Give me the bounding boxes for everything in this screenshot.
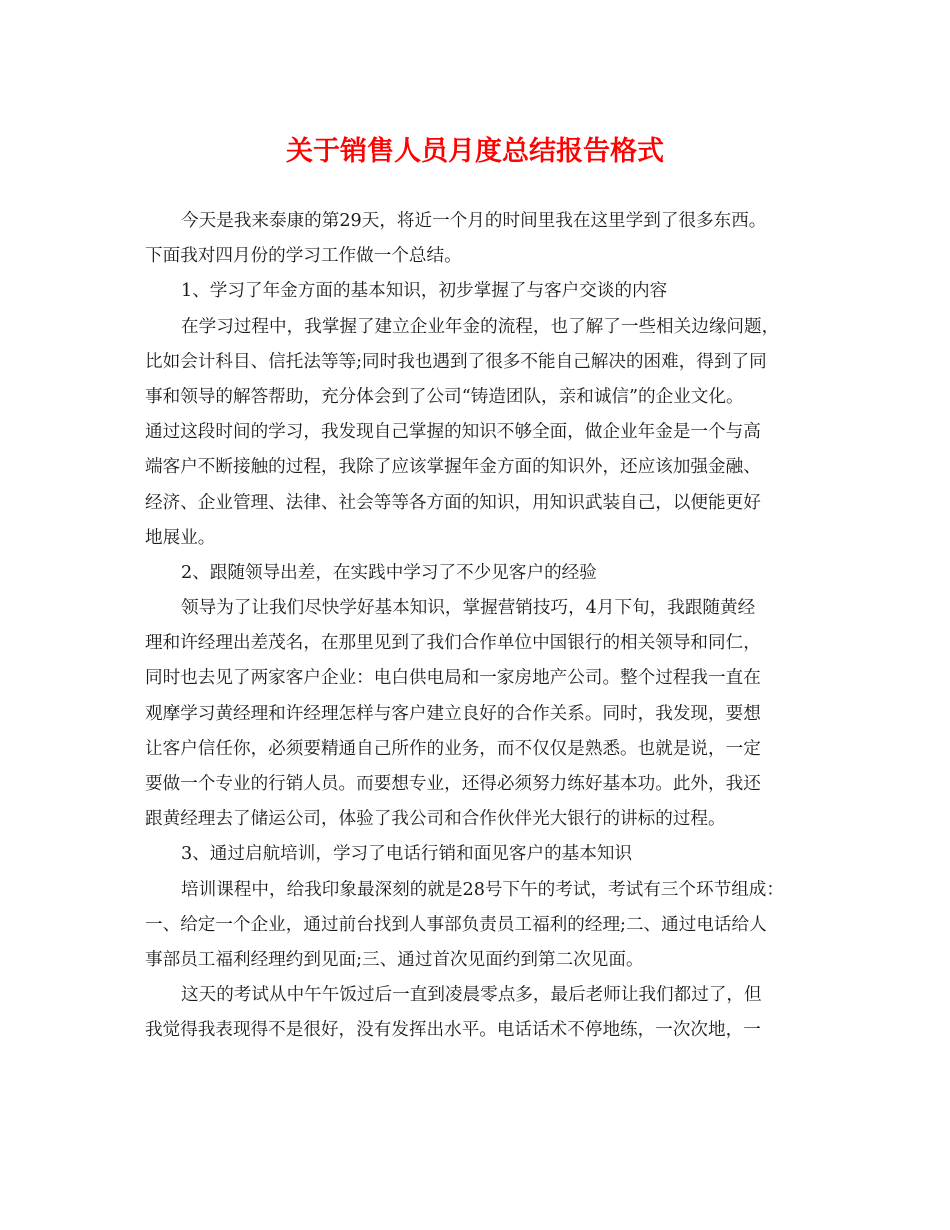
paragraph-line: 地展业。	[145, 527, 216, 548]
paragraph-line: 观摩学习黄经理和许经理怎样与客户建立良好的合作关系。同时，我发现，要想	[145, 703, 761, 724]
paragraph-line: 下面我对四月份的学习工作做一个总结。	[145, 246, 462, 267]
paragraph-line: 比如会计科目、信托法等等;同时我也遇到了很多不能自己解决的困难，得到了同	[145, 351, 767, 372]
paragraph-line: 跟黄经理去了储运公司，体验了我公司和合作伙伴光大银行的讲标的过程。	[145, 809, 726, 830]
paragraph-line: 同时也去见了两家客户企业：电白供电局和一家房地产公司。整个过程我一直在	[145, 668, 761, 689]
paragraph-line: 培训课程中，给我印象最深刻的就是28号下午的考试，考试有三个环节组成：	[181, 879, 784, 900]
paragraph-line: 在学习过程中，我掌握了建立企业年金的流程，也了解了一些相关边缘问题，	[181, 316, 780, 337]
paragraph-line: 让客户信任你，必须要精通自己所作的业务，而不仅仅是熟悉。也就是说，一定	[145, 738, 761, 759]
paragraph-line: 事部员工福利经理约到见面;三、通过首次见面约到第二次见面。	[145, 949, 644, 970]
section-heading: 3、通过启航培训，学习了电话行销和面见客户的基本知识	[181, 844, 633, 865]
paragraph-line: 要做一个专业的行销人员。而要想专业，还得必须努力练好基本功。此外，我还	[145, 774, 761, 794]
paragraph-line: 经济、企业管理、法律、社会等等各方面的知识，用知识武装自己，以便能更好	[145, 492, 761, 513]
paragraph-line: 端客户不断接触的过程，我除了应该掌握年金方面的知识外，还应该加强金融、	[145, 457, 761, 478]
section-heading: 1、学习了年金方面的基本知识，初步掌握了与客户交谈的内容	[181, 281, 668, 302]
paragraph-line: 这天的考试从中午午饭过后一直到凌晨零点多，最后老师让我们都过了，但	[181, 985, 762, 1006]
document-body	[145, 204, 805, 1049]
paragraph-line: 通过这段时间的学习，我发现自己掌握的知识不够全面，做企业年金是一个与高	[145, 422, 761, 443]
paragraph-line: 一、给定一个企业，通过前台找到人事部负责员工福利的经理;二、通过电话给人	[145, 914, 767, 935]
paragraph-line: 领导为了让我们尽快学好基本知识，掌握营销技巧，4月下旬，我跟随黄经	[181, 598, 756, 619]
paragraph-line: 今天是我来泰康的第29天，将近一个月的时间里我在这里学到了很多东西。	[181, 211, 767, 231]
paragraph-line: 理和许经理出差茂名，在那里见到了我们合作单位中国银行的相关领导和同仁，	[145, 633, 761, 654]
paragraph-line: 事和领导的解答帮助，充分体会到了公司“铸造团队，亲和诚信”的企业文化。	[145, 386, 744, 407]
document-title: 关于销售人员月度总结报告格式	[286, 136, 664, 167]
section-heading: 2、跟随领导出差，在实践中学习了不少见客户的经验	[181, 562, 597, 583]
paragraph-line: 我觉得我表现得不是很好，没有发挥出水平。电话话术不停地练，一次次地，一	[145, 1020, 761, 1041]
